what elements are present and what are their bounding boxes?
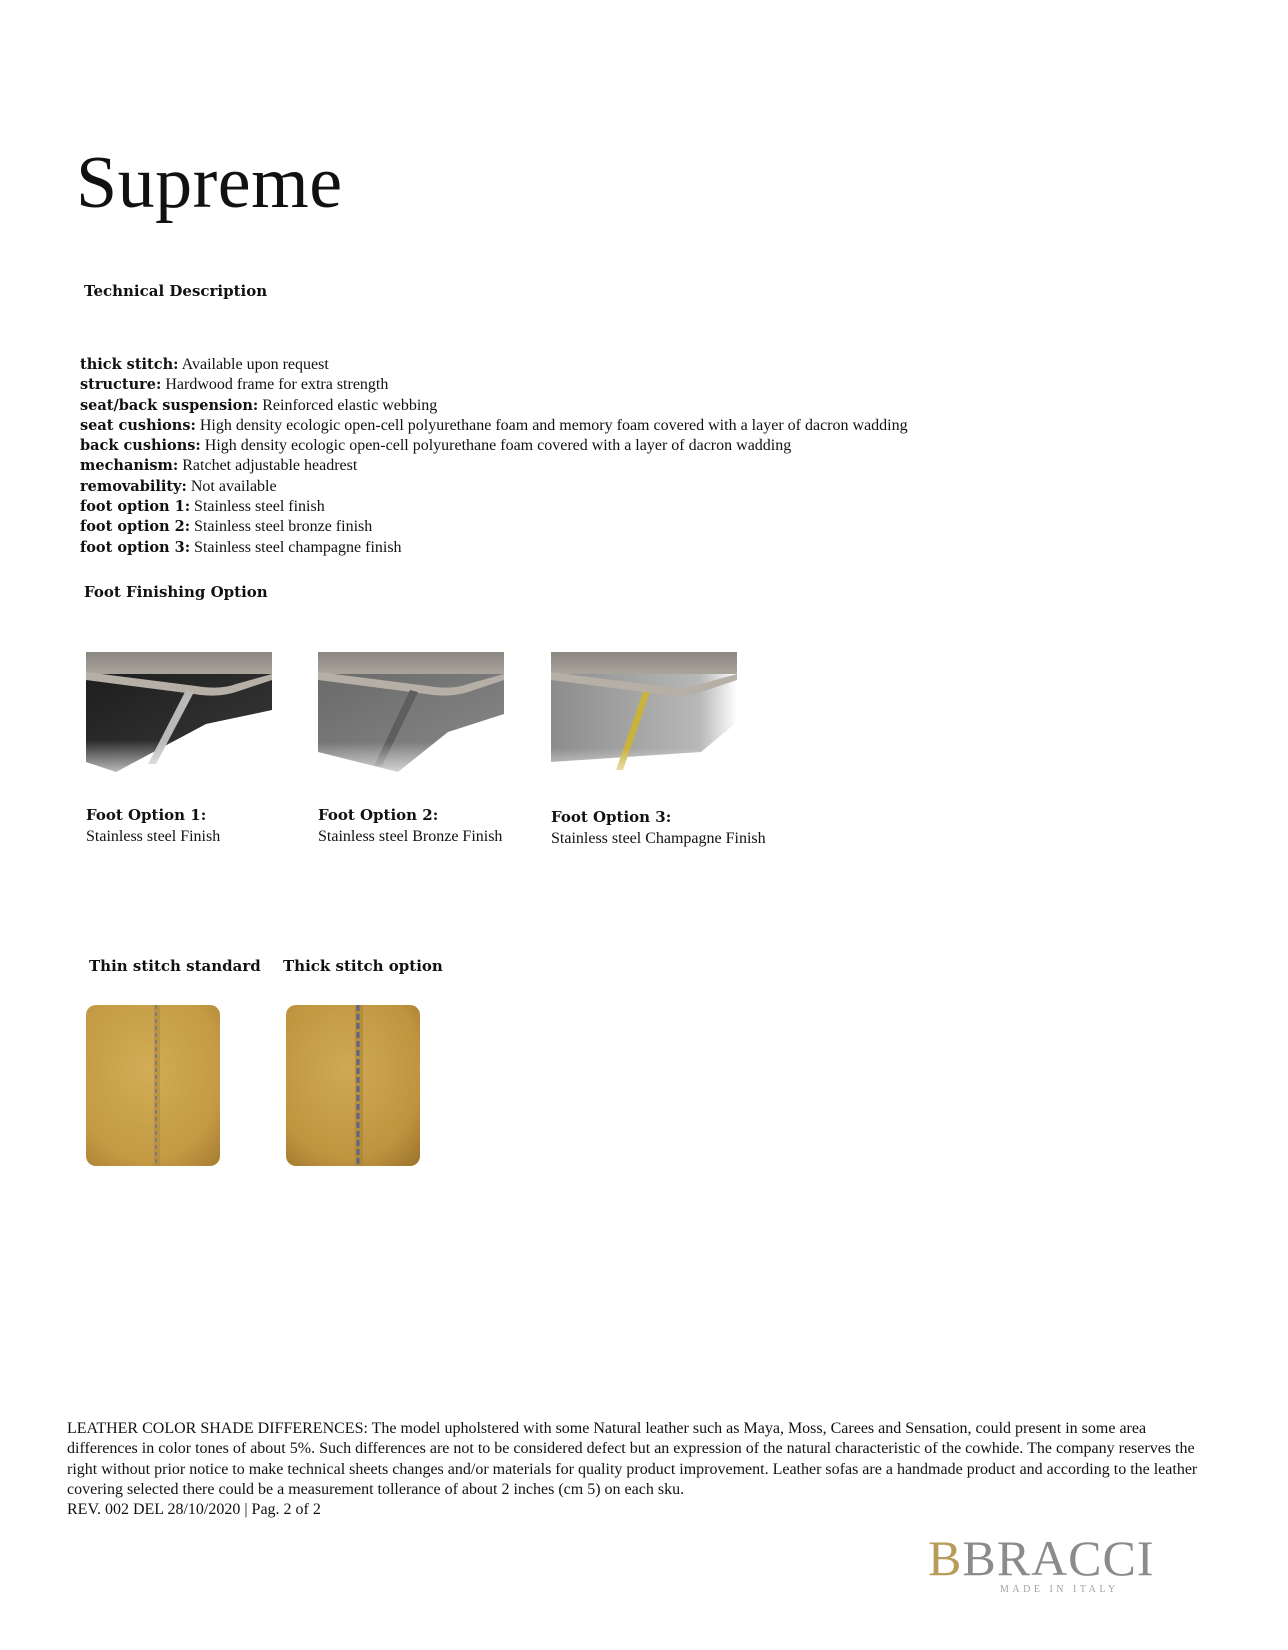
foot-option-desc: Stainless steel Champagne Finish	[551, 830, 766, 847]
spec-row-removability	[80, 477, 908, 497]
spec-value: Hardwood frame for extra strength	[165, 376, 389, 394]
foot-option-2-image	[318, 652, 504, 788]
spec-value: Reinforced elastic webbing	[262, 396, 438, 414]
spec-label: back cushions:	[80, 437, 201, 455]
leather-disclaimer: LEATHER COLOR SHADE DIFFERENCES: The model upholstered with some Natural leather such as Maya, Moss, Carees and Sensation, could present in some area differences in color tones of about 5%. Such differences are not to be considered defect but an expression of the natural characteristic of the cowhide. The company reserves the right without prior notice to make technical sheets changes and/or materials for quality product improvement. Leather sofas are a handmade product and according to the leather covering selected there could be a measurement tollerance of about 2 inches (cm 5) on each sku.	[67, 1420, 1198, 1498]
logo-mark: B	[928, 1530, 963, 1586]
foot-option-2-caption	[318, 805, 502, 847]
spec-label: foot option 2:	[80, 518, 191, 536]
foot-option-1-image	[86, 652, 272, 788]
spec-value: Not available	[190, 477, 277, 495]
technical-description-heading: Technical Description	[84, 282, 268, 300]
foot-option-3-image	[551, 652, 737, 788]
spec-value: High density ecologic open-cell polyurethane foam and memory foam covered with a layer of dacron wadding	[199, 416, 908, 434]
spec-list	[80, 355, 908, 558]
logo-tagline: MADE IN ITALY	[1000, 1584, 1119, 1595]
spec-row-back-cushions	[80, 436, 908, 456]
thick-stitch-swatch	[286, 1005, 420, 1166]
foot-finishing-heading: Foot Finishing Option	[84, 583, 268, 601]
spec-value: Stainless steel champagne finish	[194, 538, 402, 556]
spec-row-foot-option-2	[80, 517, 908, 537]
spec-row-foot-option-1	[80, 497, 908, 517]
spec-row-structure	[80, 375, 908, 395]
thin-stitch-heading: Thin stitch standard	[89, 957, 261, 975]
spec-label: mechanism:	[80, 457, 179, 475]
foot-option-3-caption	[551, 807, 766, 849]
spec-row-foot-option-3	[80, 538, 908, 558]
spec-value: Stainless steel finish	[194, 498, 325, 516]
foot-option-desc: Stainless steel Bronze Finish	[318, 828, 503, 845]
spec-label: foot option 3:	[80, 538, 191, 556]
spec-value: Stainless steel bronze finish	[194, 518, 373, 536]
spec-label: thick stitch:	[80, 356, 179, 373]
spec-label: structure:	[80, 376, 162, 394]
logo-wordmark	[928, 1530, 1155, 1586]
spec-row-thick-stitch	[80, 355, 908, 375]
logo-word: BRACCI	[962, 1530, 1155, 1586]
spec-label: seat cushions:	[80, 416, 196, 434]
spec-row-mechanism	[80, 456, 908, 476]
bracci-logo	[928, 1530, 1193, 1595]
foot-option-title: Foot Option 2:	[318, 806, 439, 824]
thick-stitch-heading: Thick stitch option	[283, 957, 443, 975]
spec-value: Available upon request	[181, 356, 329, 373]
foot-option-desc: Stainless steel Finish	[86, 828, 221, 845]
foot-option-title: Foot Option 3:	[551, 808, 672, 826]
spec-row-suspension	[80, 396, 908, 416]
foot-option-1-caption	[86, 805, 220, 847]
revision-info: REV. 002 DEL 28/10/2020 | Pag. 2 of 2	[67, 1501, 321, 1518]
page-title: Supreme	[76, 142, 343, 224]
thin-stitch-swatch	[86, 1005, 220, 1166]
spec-label: foot option 1:	[80, 498, 191, 516]
spec-row-seat-cushions	[80, 416, 908, 436]
spec-label: removability:	[80, 477, 187, 495]
spec-value: Ratchet adjustable headrest	[182, 457, 358, 475]
foot-option-title: Foot Option 1:	[86, 806, 207, 824]
spec-label: seat/back suspension:	[80, 396, 259, 414]
spec-value: High density ecologic open-cell polyurethane foam covered with a layer of dacron wadding	[204, 437, 792, 455]
